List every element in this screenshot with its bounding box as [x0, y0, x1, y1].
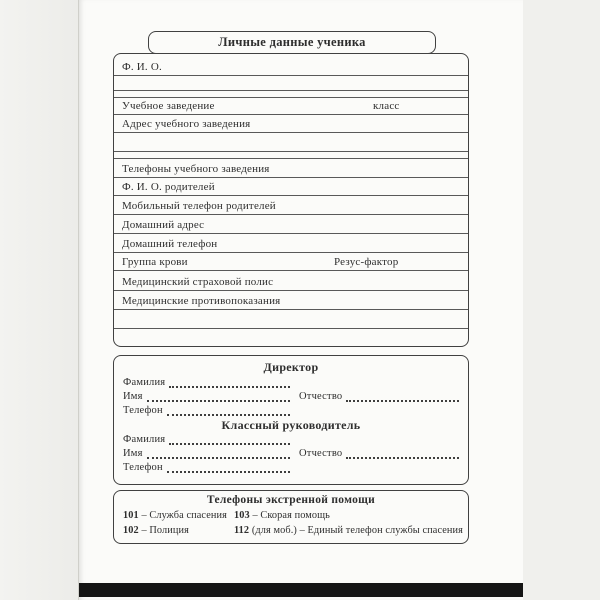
section-separator [114, 152, 468, 159]
field-label-med-policy: Медицинский страховой полис [122, 276, 274, 288]
teacher-name-row [123, 448, 290, 461]
blank-line [114, 310, 468, 329]
teacher-title: Классный руководитель [221, 418, 361, 432]
name-label: Имя [123, 391, 143, 402]
scan-margin [0, 0, 78, 600]
emergency-item [234, 510, 330, 521]
emergency-title: Телефоны экстренной помощи [206, 494, 376, 506]
field-label-school-phones: Телефоны учебного заведения [122, 163, 270, 175]
dotted-leader [167, 414, 290, 416]
blank-line [114, 329, 468, 346]
field-row-fio [114, 54, 468, 76]
field-row-blood-group [114, 253, 468, 271]
field-label-rh-factor: Резус-фактор [334, 256, 399, 268]
dotted-leader [147, 400, 290, 402]
dotted-leader [169, 386, 290, 388]
page [78, 0, 523, 600]
dotted-leader [346, 457, 459, 459]
emergency-number: 102 [123, 525, 139, 536]
emergency-number: 112 [234, 525, 250, 536]
field-row-home-phone [114, 234, 468, 253]
name-label: Имя [123, 448, 143, 459]
personal-data-form [113, 53, 469, 347]
field-row-parents-mobile [114, 196, 468, 215]
field-label-school: Учебное заведение [122, 100, 215, 112]
field-label-blood-group: Группа крови [122, 256, 188, 268]
field-row-med-policy [114, 271, 468, 291]
emergency-item [123, 525, 189, 536]
field-label-parents-fio: Ф. И. О. родителей [122, 181, 215, 193]
field-label-fio: Ф. И. О. [122, 61, 162, 73]
dotted-leader [169, 443, 290, 445]
patronymic-label: Отчество [299, 391, 343, 402]
surname-label: Фамилия [123, 434, 166, 445]
field-label-class: класс [373, 100, 400, 112]
phone-label: Телефон [123, 405, 163, 416]
field-row-school-phones [114, 159, 468, 178]
director-surname-row [123, 377, 290, 390]
emergency-desc: – Полиция [141, 525, 189, 536]
director-patronymic-row [299, 391, 459, 404]
binding-bar [79, 583, 523, 597]
emergency-desc: (для моб.) – Единый телефон службы спасения [251, 525, 463, 536]
field-row-parents-fio [114, 178, 468, 196]
staff-section [113, 355, 469, 485]
emergency-desc: – Скорая помощь [252, 510, 330, 521]
blank-line [114, 133, 468, 152]
teacher-phone-row [123, 462, 290, 475]
field-label-school-address: Адрес учебного заведения [122, 118, 251, 130]
director-name-row [123, 391, 290, 404]
field-row-med-contra [114, 291, 468, 310]
field-label-med-contra: Медицинские противопоказания [122, 295, 281, 307]
field-label-home-phone: Домашний телефон [122, 238, 218, 250]
emergency-number: 103 [234, 510, 250, 521]
emergency-desc: – Служба спасения [141, 510, 227, 521]
dotted-leader [147, 457, 290, 459]
emergency-item [234, 525, 463, 536]
page-title: Личные данные ученика [218, 35, 366, 49]
director-phone-row [123, 405, 290, 418]
phone-label: Телефон [123, 462, 163, 473]
emergency-number: 101 [123, 510, 139, 521]
dotted-leader [346, 400, 459, 402]
teacher-patronymic-row [299, 448, 459, 461]
page-title-box [148, 31, 436, 54]
section-separator [114, 91, 468, 98]
patronymic-label: Отчество [299, 448, 343, 459]
director-title: Директор [263, 360, 319, 374]
blank-line [114, 76, 468, 91]
emergency-item [123, 510, 227, 521]
field-row-school-address [114, 115, 468, 133]
field-label-home-address: Домашний адрес [122, 219, 205, 231]
field-row-school [114, 98, 468, 115]
field-label-parents-mobile: Мобильный телефон родителей [122, 200, 276, 212]
field-row-home-address [114, 215, 468, 234]
emergency-phones-section [113, 490, 469, 544]
dotted-leader [167, 471, 290, 473]
surname-label: Фамилия [123, 377, 166, 388]
teacher-surname-row [123, 434, 290, 447]
